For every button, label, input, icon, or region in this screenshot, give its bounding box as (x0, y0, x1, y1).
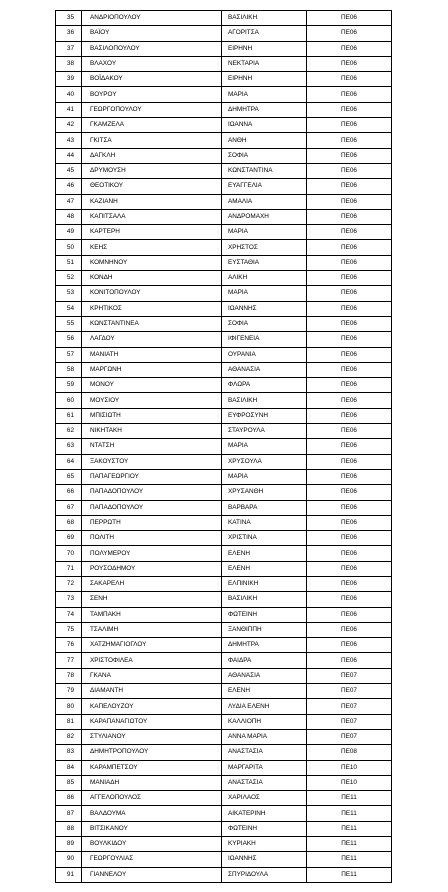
table-row (56, 515, 392, 530)
first-name-cell: ΒΑΣΙΛΙΚΗ (222, 393, 307, 408)
first-name-cell: ΦΩΤΕΙΝΗ (222, 821, 307, 836)
first-name-cell: ΑΝΑΣΤΑΣΙΑ (222, 775, 307, 790)
first-name-cell: ΑΛΙΚΗ (222, 271, 307, 286)
table-row (56, 118, 392, 133)
row-number: 51 (56, 255, 82, 270)
surname-cell: ΠΟΛΙΤΗ (82, 531, 222, 546)
specialty-cell: ΠΕ06 (307, 561, 392, 576)
surname-cell: ΤΣΑΛΙΜΗ (82, 622, 222, 637)
table-row (56, 163, 392, 178)
surname-cell: ΜΠΙΣΙΩΤΗ (82, 408, 222, 423)
surname-cell: ΠΑΠΑΓΕΩΡΓΙΟΥ (82, 469, 222, 484)
surname-cell: ΒΙΤΣΙΚΑΝΟΥ (82, 821, 222, 836)
roster-table-body (56, 11, 392, 883)
first-name-cell: ΚΑΤΙΝΑ (222, 515, 307, 530)
row-number: 37 (56, 41, 82, 56)
first-name-cell: ΜΑΡΙΑ (222, 225, 307, 240)
table-row (56, 301, 392, 316)
table-row (56, 668, 392, 683)
first-name-cell: ΑΙΚΑΤΕΡΙΝΗ (222, 806, 307, 821)
row-number: 55 (56, 316, 82, 331)
row-number: 76 (56, 638, 82, 653)
first-name-cell: ΒΑΣΙΛΙΚΗ (222, 592, 307, 607)
first-name-cell: ΟΥΡΑΝΙΑ (222, 347, 307, 362)
table-row (56, 454, 392, 469)
row-number: 80 (56, 699, 82, 714)
row-number: 56 (56, 332, 82, 347)
first-name-cell: ΙΩΑΝΝΗΣ (222, 852, 307, 867)
surname-cell: ΜΑΡΓΩΝΗ (82, 362, 222, 377)
surname-cell: ΔΡΥΜΟΥΣΗ (82, 163, 222, 178)
first-name-cell: ΙΦΙΓΕΝΕΙΑ (222, 332, 307, 347)
specialty-cell: ΠΕ08 (307, 745, 392, 760)
table-row (56, 469, 392, 484)
surname-cell: ΠΕΡΡΩΤΗ (82, 515, 222, 530)
row-number: 74 (56, 607, 82, 622)
table-row (56, 714, 392, 729)
specialty-cell: ΠΕ06 (307, 653, 392, 668)
first-name-cell: ΒΑΡΒΑΡΑ (222, 500, 307, 515)
row-number: 46 (56, 179, 82, 194)
surname-cell: ΛΑΓΔΟΥ (82, 332, 222, 347)
specialty-cell: ΠΕ10 (307, 760, 392, 775)
table-row (56, 11, 392, 26)
first-name-cell: ΑΓΟΡΙΤΣΑ (222, 26, 307, 41)
first-name-cell: ΕΛΠΙΝΙΚΗ (222, 576, 307, 591)
specialty-cell: ΠΕ10 (307, 775, 392, 790)
table-row (56, 439, 392, 454)
first-name-cell: ΕΙΡΗΝΗ (222, 41, 307, 56)
specialty-cell: ΠΕ11 (307, 806, 392, 821)
specialty-cell: ΠΕ07 (307, 714, 392, 729)
row-number: 44 (56, 148, 82, 163)
surname-cell: ΓΙΑΝΝΕΛΟΥ (82, 867, 222, 882)
specialty-cell: ΠΕ06 (307, 408, 392, 423)
row-number: 53 (56, 286, 82, 301)
table-row (56, 408, 392, 423)
table-row (56, 760, 392, 775)
table-row (56, 41, 392, 56)
specialty-cell: ΠΕ06 (307, 592, 392, 607)
row-number: 82 (56, 729, 82, 744)
surname-cell: ΔΙΑΜΑΝΤΗ (82, 684, 222, 699)
first-name-cell: ΑΝΔΡΟΜΑΧΗ (222, 209, 307, 224)
specialty-cell: ΠΕ06 (307, 347, 392, 362)
row-number: 86 (56, 791, 82, 806)
row-number: 73 (56, 592, 82, 607)
table-row (56, 684, 392, 699)
specialty-cell: ΠΕ06 (307, 546, 392, 561)
row-number: 70 (56, 546, 82, 561)
row-number: 54 (56, 301, 82, 316)
surname-cell: ΚΑΖΙΑΝΗ (82, 194, 222, 209)
surname-cell: ΑΝΔΡΙΟΠΟΥΛΟΥ (82, 11, 222, 26)
surname-cell: ΝΤΑΤΣΗ (82, 439, 222, 454)
specialty-cell: ΠΕ11 (307, 837, 392, 852)
first-name-cell: ΣΠΥΡΙΔΟΥΛΑ (222, 867, 307, 882)
table-row (56, 179, 392, 194)
table-row (56, 745, 392, 760)
table-row (56, 271, 392, 286)
row-number: 66 (56, 485, 82, 500)
table-row (56, 653, 392, 668)
table-row (56, 240, 392, 255)
table-row (56, 821, 392, 836)
surname-cell: ΔΗΜΗΤΡΟΠΟΥΛΟΥ (82, 745, 222, 760)
specialty-cell: ΠΕ06 (307, 607, 392, 622)
first-name-cell: ΜΑΡΙΑ (222, 469, 307, 484)
table-row (56, 729, 392, 744)
first-name-cell: ΚΑΛΛΙΟΠΗ (222, 714, 307, 729)
first-name-cell: ΙΩΑΝΝΑ (222, 118, 307, 133)
table-row (56, 607, 392, 622)
surname-cell: ΧΑΤΖΗΜΑΓΙΟΓΛΟΥ (82, 638, 222, 653)
row-number: 49 (56, 225, 82, 240)
specialty-cell: ΠΕ06 (307, 286, 392, 301)
surname-cell: ΓΕΩΡΓΟΠΟΥΛΟΥ (82, 102, 222, 117)
specialty-cell: ΠΕ06 (307, 102, 392, 117)
surname-cell: ΝΙΚΗΤΑΚΗ (82, 424, 222, 439)
row-number: 83 (56, 745, 82, 760)
specialty-cell: ΠΕ06 (307, 179, 392, 194)
specialty-cell: ΠΕ06 (307, 485, 392, 500)
surname-cell: ΠΟΛΥΜΕΡΟΥ (82, 546, 222, 561)
first-name-cell: ΦΑΙΔΡΑ (222, 653, 307, 668)
row-number: 64 (56, 454, 82, 469)
first-name-cell: ΦΩΤΕΙΝΗ (222, 607, 307, 622)
first-name-cell: ΕΥΑΓΓΕΛΙΑ (222, 179, 307, 194)
surname-cell: ΣΑΚΑΡΕΛΗ (82, 576, 222, 591)
table-row (56, 332, 392, 347)
roster-table (55, 10, 392, 883)
surname-cell: ΣΕΝΗ (82, 592, 222, 607)
first-name-cell: ΦΛΩΡΑ (222, 378, 307, 393)
row-number: 90 (56, 852, 82, 867)
table-row (56, 592, 392, 607)
table-row (56, 867, 392, 882)
table-row (56, 378, 392, 393)
first-name-cell: ΧΑΡΙΛΑΟΣ (222, 791, 307, 806)
surname-cell: ΚΟΜΝΗΝΟΥ (82, 255, 222, 270)
surname-cell: ΒΛΑΧΟΥ (82, 56, 222, 71)
surname-cell: ΚΟΝΔΗ (82, 271, 222, 286)
table-row (56, 638, 392, 653)
table-row (56, 72, 392, 87)
table-row (56, 362, 392, 377)
table-row (56, 500, 392, 515)
row-number: 88 (56, 821, 82, 836)
specialty-cell: ΠΕ06 (307, 424, 392, 439)
row-number: 45 (56, 163, 82, 178)
specialty-cell: ΠΕ06 (307, 194, 392, 209)
specialty-cell: ΠΕ06 (307, 500, 392, 515)
surname-cell: ΓΚΑΝΑ (82, 668, 222, 683)
first-name-cell: ΣΟΦΙΑ (222, 148, 307, 163)
surname-cell: ΚΡΗΤΙΚΟΣ (82, 301, 222, 316)
first-name-cell: ΚΩΝΣΤΑΝΤΙΝΑ (222, 163, 307, 178)
row-number: 72 (56, 576, 82, 591)
row-number: 69 (56, 531, 82, 546)
surname-cell: ΒΟΥΛΚΙΔΟΥ (82, 837, 222, 852)
row-number: 35 (56, 11, 82, 26)
surname-cell: ΚΟΝΙΤΟΠΟΥΛΟΥ (82, 286, 222, 301)
first-name-cell: ΜΑΡΙΑ (222, 286, 307, 301)
table-row (56, 225, 392, 240)
specialty-cell: ΠΕ06 (307, 576, 392, 591)
surname-cell: ΒΑΛΔΟΥΜΑ (82, 806, 222, 821)
surname-cell: ΒΟΥΡΟΥ (82, 87, 222, 102)
specialty-cell: ΠΕ06 (307, 271, 392, 286)
specialty-cell: ΠΕ06 (307, 148, 392, 163)
specialty-cell: ΠΕ06 (307, 118, 392, 133)
surname-cell: ΠΑΠΑΔΟΠΟΥΛΟΥ (82, 485, 222, 500)
table-row (56, 209, 392, 224)
first-name-cell: ΙΩΑΝΝΗΣ (222, 301, 307, 316)
first-name-cell: ΕΛΕΝΗ (222, 546, 307, 561)
first-name-cell: ΝΕΚΤΑΡΙΑ (222, 56, 307, 71)
table-row (56, 286, 392, 301)
specialty-cell: ΠΕ06 (307, 133, 392, 148)
table-row (56, 622, 392, 637)
first-name-cell: ΑΘΑΝΑΣΙΑ (222, 362, 307, 377)
specialty-cell: ΠΕ06 (307, 209, 392, 224)
surname-cell: ΔΑΓΚΛΗ (82, 148, 222, 163)
first-name-cell: ΣΟΦΙΑ (222, 316, 307, 331)
specialty-cell: ΠΕ06 (307, 454, 392, 469)
table-row (56, 255, 392, 270)
specialty-cell: ΠΕ06 (307, 439, 392, 454)
surname-cell: ΚΑΡΑΠΑΝΑΓΙΩΤΟΥ (82, 714, 222, 729)
first-name-cell: ΧΡΗΣΤΟΣ (222, 240, 307, 255)
surname-cell: ΒΑΣΙΛΟΠΟΥΛΟΥ (82, 41, 222, 56)
specialty-cell: ΠΕ06 (307, 393, 392, 408)
specialty-cell: ΠΕ06 (307, 87, 392, 102)
row-number: 47 (56, 194, 82, 209)
row-number: 60 (56, 393, 82, 408)
table-row (56, 194, 392, 209)
table-row (56, 102, 392, 117)
surname-cell: ΒΑΪΟΥ (82, 26, 222, 41)
surname-cell: ΞΑΚΟΥΣΤΟΥ (82, 454, 222, 469)
row-number: 61 (56, 408, 82, 423)
row-number: 50 (56, 240, 82, 255)
surname-cell: ΒΟΪΔΑΚΟΥ (82, 72, 222, 87)
specialty-cell: ΠΕ06 (307, 638, 392, 653)
surname-cell: ΡΟΥΣΟΔΗΜΟΥ (82, 561, 222, 576)
specialty-cell: ΠΕ06 (307, 26, 392, 41)
first-name-cell: ΑΝΝΑ ΜΑΡΙΑ (222, 729, 307, 744)
first-name-cell: ΔΗΜΗΤΡΑ (222, 102, 307, 117)
row-number: 78 (56, 668, 82, 683)
first-name-cell: ΜΑΡΙΑ (222, 439, 307, 454)
specialty-cell: ΠΕ06 (307, 332, 392, 347)
specialty-cell: ΠΕ06 (307, 622, 392, 637)
first-name-cell: ΕΥΣΤΑΘΙΑ (222, 255, 307, 270)
table-row (56, 393, 392, 408)
first-name-cell: ΛΥΔΙΑ ΕΛΕΝΗ (222, 699, 307, 714)
specialty-cell: ΠΕ11 (307, 867, 392, 882)
surname-cell: ΤΑΜΠΑΚΗ (82, 607, 222, 622)
table-row (56, 852, 392, 867)
row-number: 68 (56, 515, 82, 530)
row-number: 43 (56, 133, 82, 148)
specialty-cell: ΠΕ11 (307, 852, 392, 867)
row-number: 89 (56, 837, 82, 852)
table-row (56, 806, 392, 821)
surname-cell: ΣΤΥΛΙΑΝΟΥ (82, 729, 222, 744)
table-row (56, 837, 392, 852)
first-name-cell: ΕΛΕΝΗ (222, 684, 307, 699)
surname-cell: ΚΑΡΑΜΠΕΤΣΟΥ (82, 760, 222, 775)
specialty-cell: ΠΕ06 (307, 56, 392, 71)
first-name-cell: ΒΑΣΙΛΙΚΗ (222, 11, 307, 26)
surname-cell: ΓΕΩΡΓΟΥΛΙΑΣ (82, 852, 222, 867)
row-number: 87 (56, 806, 82, 821)
table-row (56, 424, 392, 439)
table-row (56, 87, 392, 102)
table-row (56, 485, 392, 500)
first-name-cell: ΣΤΑΥΡΟΥΛΑ (222, 424, 307, 439)
surname-cell: ΜΑΝΙΑΔΗ (82, 775, 222, 790)
surname-cell: ΓΚΙΤΣΑ (82, 133, 222, 148)
row-number: 67 (56, 500, 82, 515)
specialty-cell: ΠΕ06 (307, 316, 392, 331)
specialty-cell: ΠΕ06 (307, 11, 392, 26)
specialty-cell: ΠΕ06 (307, 255, 392, 270)
surname-cell: ΜΑΝΙΑΤΗ (82, 347, 222, 362)
row-number: 71 (56, 561, 82, 576)
row-number: 63 (56, 439, 82, 454)
table-row (56, 576, 392, 591)
specialty-cell: ΠΕ11 (307, 791, 392, 806)
first-name-cell: ΜΑΡΓΑΡΙΤΑ (222, 760, 307, 775)
table-row (56, 546, 392, 561)
row-number: 42 (56, 118, 82, 133)
specialty-cell: ΠΕ06 (307, 531, 392, 546)
table-row (56, 347, 392, 362)
row-number: 91 (56, 867, 82, 882)
table-row (56, 56, 392, 71)
first-name-cell: ΑΘΑΝΑΣΙΑ (222, 668, 307, 683)
specialty-cell: ΠΕ06 (307, 163, 392, 178)
first-name-cell: ΧΡΙΣΤΙΝΑ (222, 531, 307, 546)
specialty-cell: ΠΕ07 (307, 684, 392, 699)
row-number: 77 (56, 653, 82, 668)
specialty-cell: ΠΕ06 (307, 72, 392, 87)
table-row (56, 791, 392, 806)
row-number: 81 (56, 714, 82, 729)
specialty-cell: ΠΕ07 (307, 668, 392, 683)
first-name-cell: ΧΡΥΣΑΝΘΗ (222, 485, 307, 500)
row-number: 52 (56, 271, 82, 286)
specialty-cell: ΠΕ06 (307, 378, 392, 393)
table-row (56, 148, 392, 163)
specialty-cell: ΠΕ06 (307, 362, 392, 377)
specialty-cell: ΠΕ06 (307, 515, 392, 530)
first-name-cell: ΕΙΡΗΝΗ (222, 72, 307, 87)
specialty-cell: ΠΕ06 (307, 225, 392, 240)
row-number: 48 (56, 209, 82, 224)
first-name-cell: ΜΑΡΙΑ (222, 87, 307, 102)
row-number: 85 (56, 775, 82, 790)
surname-cell: ΚΑΡΤΕΡΗ (82, 225, 222, 240)
surname-cell: ΑΓΓΕΛΟΠΟΥΛΟΣ (82, 791, 222, 806)
surname-cell: ΜΟΝΟΥ (82, 378, 222, 393)
first-name-cell: ΔΗΜΗΤΡΑ (222, 638, 307, 653)
row-number: 75 (56, 622, 82, 637)
surname-cell: ΚΑΠΕΛΟΥΖΟΥ (82, 699, 222, 714)
specialty-cell: ΠΕ07 (307, 729, 392, 744)
surname-cell: ΓΚΑΜΖΕΛΑ (82, 118, 222, 133)
table-row (56, 316, 392, 331)
row-number: 57 (56, 347, 82, 362)
specialty-cell: ΠΕ06 (307, 240, 392, 255)
row-number: 84 (56, 760, 82, 775)
table-row (56, 775, 392, 790)
surname-cell: ΧΡΙΣΤΟΦΙΛΕΑ (82, 653, 222, 668)
table-row (56, 561, 392, 576)
first-name-cell: ΧΡΥΣΟΥΛΑ (222, 454, 307, 469)
table-row (56, 699, 392, 714)
row-number: 40 (56, 87, 82, 102)
specialty-cell: ΠΕ07 (307, 699, 392, 714)
row-number: 39 (56, 72, 82, 87)
table-row (56, 531, 392, 546)
row-number: 41 (56, 102, 82, 117)
table-row (56, 26, 392, 41)
surname-cell: ΘΕΟΤΙΚΟΥ (82, 179, 222, 194)
first-name-cell: ΑΝΑΣΤΑΣΙΑ (222, 745, 307, 760)
first-name-cell: ΑΜΑΛΙΑ (222, 194, 307, 209)
row-number: 59 (56, 378, 82, 393)
first-name-cell: ΞΑΝΘΙΠΠΗ (222, 622, 307, 637)
surname-cell: ΚΩΝΣΤΑΝΤΙΝΕΑ (82, 316, 222, 331)
surname-cell: ΚΕΗΣ (82, 240, 222, 255)
surname-cell: ΚΑΠΙΤΣΑΛΑ (82, 209, 222, 224)
first-name-cell: ΕΥΦΡΟΣΥΝΗ (222, 408, 307, 423)
row-number: 58 (56, 362, 82, 377)
table-row (56, 133, 392, 148)
specialty-cell: ΠΕ06 (307, 41, 392, 56)
first-name-cell: ΚΥΡΙΑΚΗ (222, 837, 307, 852)
first-name-cell: ΑΝΘΗ (222, 133, 307, 148)
row-number: 38 (56, 56, 82, 71)
surname-cell: ΜΟΥΣΙΟΥ (82, 393, 222, 408)
row-number: 62 (56, 424, 82, 439)
surname-cell: ΠΑΠΑΔΟΠΟΥΛΟΥ (82, 500, 222, 515)
row-number: 79 (56, 684, 82, 699)
specialty-cell: ΠΕ06 (307, 301, 392, 316)
row-number: 65 (56, 469, 82, 484)
specialty-cell: ΠΕ06 (307, 469, 392, 484)
row-number: 36 (56, 26, 82, 41)
first-name-cell: ΕΛΕΝΗ (222, 561, 307, 576)
specialty-cell: ΠΕ11 (307, 821, 392, 836)
